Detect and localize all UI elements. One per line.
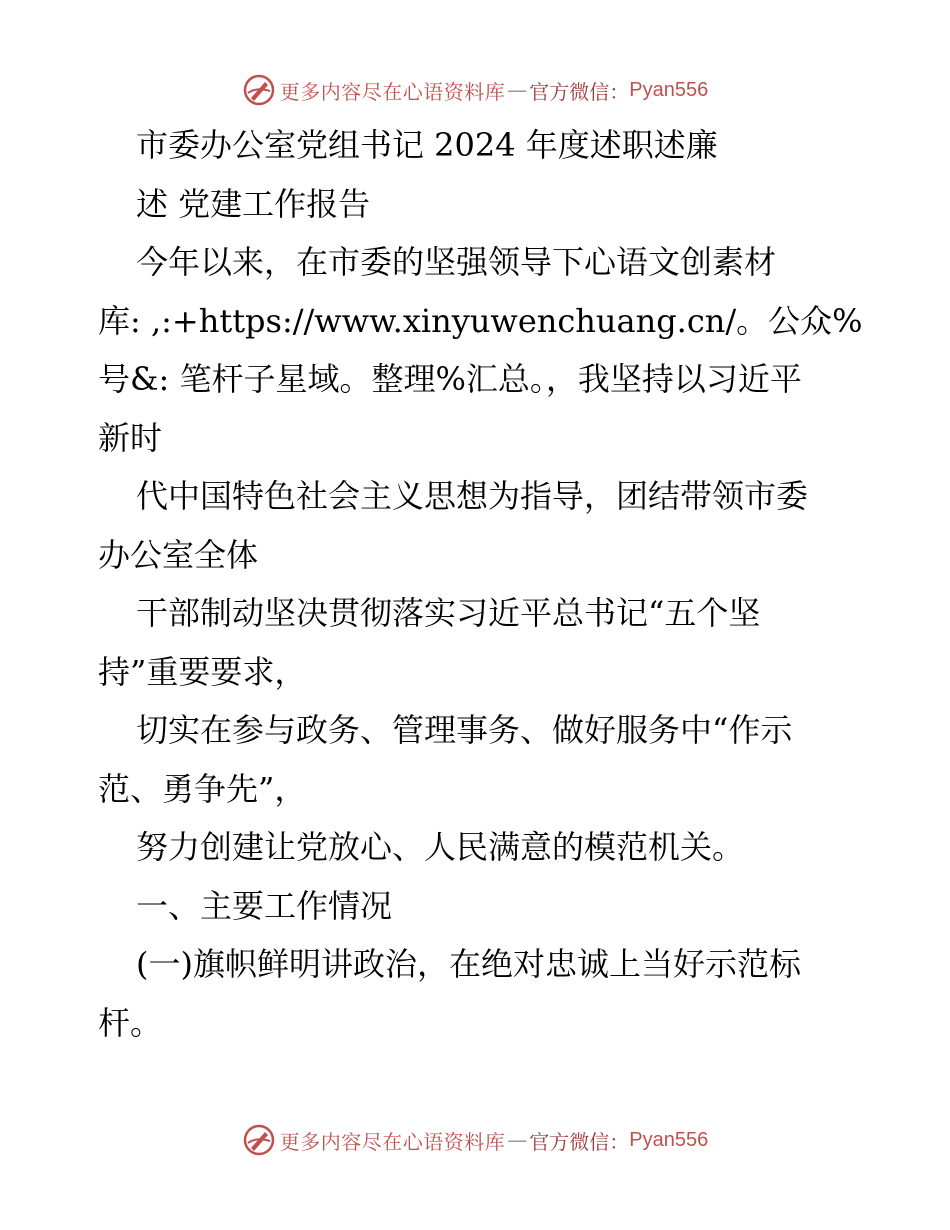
paragraph-line: 干部制动坚决贯彻落实习近平总书记“五个坚 xyxy=(136,594,761,632)
doc-title-line-1: 市委办公室党组书记 2024 年度述职述廉 xyxy=(136,126,718,164)
paragraph-line: 持”重要要求， xyxy=(98,652,307,691)
watermark-wechat-label: 官方微信： xyxy=(529,79,630,104)
subsection-heading-cont: 杆。 xyxy=(98,1003,163,1042)
paragraph-line: 努力创建让党放心、人民满意的模范机关。 xyxy=(136,828,745,866)
pen-logo-icon xyxy=(242,73,276,107)
section-heading: 一、主要工作情况 xyxy=(136,886,393,925)
watermark-banner-top xyxy=(0,70,950,110)
paragraph-line: 范、勇争先”， xyxy=(98,769,307,808)
watermark-main-text: 更多内容尽在心语资料库 xyxy=(279,1129,506,1154)
watermark-wechat-id: Pyan556 xyxy=(629,78,709,101)
subsection-heading: (一)旗帜鲜明讲政治，在绝对忠诚上当好示范标 xyxy=(136,945,801,983)
watermark-dash: — xyxy=(507,1128,528,1152)
paragraph-line: 今年以来，在市委的坚强领导下心语文创素材 xyxy=(136,243,777,281)
watermark-wechat-label: 官方微信： xyxy=(529,1129,630,1154)
paragraph-line: 库: ,:+https://www.xinyuwenchuang.cn/。公众% xyxy=(98,301,863,340)
watermark-dash: — xyxy=(507,78,528,102)
watermark-main-text: 更多内容尽在心语资料库 xyxy=(279,79,506,104)
paragraph-line: 代中国特色社会主义思想为指导，团结带领市委 xyxy=(136,477,809,515)
watermark-wechat-id: Pyan556 xyxy=(629,1128,709,1151)
paragraph-line: 新时 xyxy=(98,418,163,457)
doc-title-line-2: 述 党建工作报告 xyxy=(136,184,371,223)
document-body xyxy=(98,116,863,1052)
paragraph-line: 切实在参与政务、管理事务、做好服务中“作示 xyxy=(136,711,793,749)
paragraph-line: 号&: 笔杆子星域。整理%汇总。，我坚持以习近平 xyxy=(98,360,802,398)
pen-logo-icon xyxy=(242,1123,276,1157)
paragraph-line: 办公室全体 xyxy=(98,535,259,574)
watermark-banner-bottom xyxy=(0,1120,950,1160)
